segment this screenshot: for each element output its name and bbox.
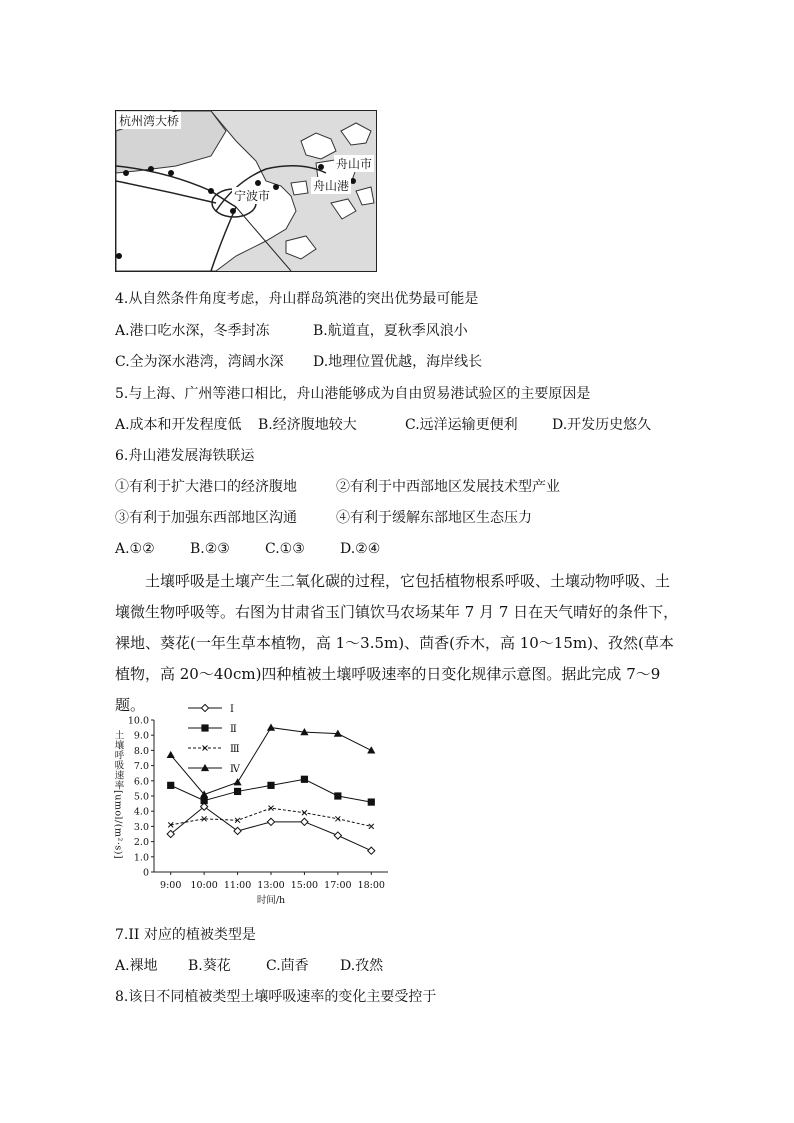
y-tick-label: 9.0 [133,730,149,742]
y-tick-label: 5.0 [133,791,149,803]
q5-stem: 5.与上海、广州等港口相比，舟山港能够成为自由贸易港试验区的主要原因是 [115,386,591,402]
y-tick-label: 7.0 [133,761,149,773]
y-tick-label: 1.0 [133,852,149,864]
x-tick-label: 13:00 [257,880,285,891]
q6-statement-1: ①有利于扩大港口的经济腹地 [115,479,297,495]
legend-label-3: Ⅲ [230,744,240,755]
data-point-series-1 [301,818,308,825]
y-tick-label: 6.0 [133,776,149,788]
q4-option-b: B.航道直，夏秋季风浪小 [313,323,468,339]
q5-option-d: D.开发历史悠久 [552,417,652,433]
data-point-series-4 [167,751,175,758]
y-tick-label: 0 [142,867,149,879]
passage-soil-respiration: 土壤呼吸是土壤产生二氧化碳的过程，它包括植物根系呼吸、土壤动物呼吸、土壤微生物呼吸等。右图为甘肃省玉门镇饮马农场某年 7 月 7 日在天气晴好的条件下，裸地、葵花(一年生草本植物，高 1～3.5m)、茴香(乔木，高 10～15m)、孜然(草本植物，高 20～40cm)四种植被土壤呼吸速率的日变化规律示意图。据此完成 7～9 题。 [115,572,679,714]
q7-option-b: B.葵花 [188,958,231,974]
label-zhoushan-city: 舟山市 [336,157,373,171]
q6-statement-2: ②有利于中西部地区发展技术型产业 [336,479,560,495]
legend-label-2: Ⅱ [230,724,237,735]
y-tick-label: 3.0 [133,821,149,833]
q5-option-c: C.远洋运输更便利 [405,417,518,433]
q7-option-d: D.孜然 [340,958,384,974]
q6-stem: 6.舟山港发展海铁联运 [115,448,255,464]
y-tick-label: 10.0 [127,715,149,727]
data-point-series-1 [368,847,375,854]
q4-stem: 4.从自然条件角度考虑，舟山群岛筑港的突出优势最可能是 [115,291,479,307]
x-tick-label: 11:00 [223,880,252,891]
q6-option-a: A.①② [115,541,155,557]
label-zhoushan-port: 舟山港 [313,179,350,193]
q4-option-a: A.港口吃水深，冬季封冻 [115,323,270,339]
q4-option-d: D.地理位置优越，海岸线长 [313,354,483,370]
q4-option-c: C.全为深水港湾，湾阔水深 [115,354,284,370]
data-point-series-2 [167,782,174,789]
x-axis-label: 时间/h [256,895,286,906]
data-point-series-1 [334,832,341,839]
x-tick-label: 10:00 [190,880,218,891]
data-point-series-3 [269,806,274,811]
y-tick-label: 4.0 [133,806,149,818]
zhoushan-map [115,110,377,272]
label-hangzhou-bay-bridge: 杭州湾大桥 [119,114,180,128]
y-tick-label: 8.0 [133,745,149,757]
data-point-series-2 [334,792,341,799]
label-ningbo-city: 宁波市 [234,189,271,203]
q8-stem: 8.该日不同植被类型土壤呼吸速率的变化主要受控于 [115,989,437,1005]
q6-statement-4: ④有利于缓解东部地区生态压力 [336,510,532,526]
data-point-series-4 [267,724,275,731]
q7-option-a: A.裸地 [115,958,158,974]
q5-option-b: B.经济腹地较大 [258,417,357,433]
q7-option-c: C.茴香 [266,958,309,974]
q5-option-a: A.成本和开发程度低 [115,417,242,433]
q7-stem: 7.II 对应的植被类型是 [115,927,256,943]
x-tick-label: 18:00 [357,880,385,891]
data-point-series-2 [301,776,308,783]
x-tick-label: 15:00 [290,880,319,891]
y-axis-label: 土壤呼吸速率[umol/(m²·s)] [112,730,124,860]
soil-respiration-chart [112,698,402,908]
x-tick-label: 17:00 [324,880,352,891]
data-point-series-1 [267,818,274,825]
legend-label-4: Ⅳ [230,764,240,775]
data-point-series-3 [369,824,374,829]
data-point-series-2 [201,797,208,804]
data-point-series-1 [234,827,241,834]
q6-statement-3: ③有利于加强东西部地区沟通 [115,510,297,526]
data-point-series-2 [368,798,375,805]
q6-option-b: B.②③ [190,541,230,557]
data-point-series-4 [367,746,375,753]
y-tick-label: 2.0 [133,837,149,849]
legend-marker-2 [201,724,208,731]
series-line-1 [171,807,372,851]
x-tick-label: 9:00 [160,880,182,891]
data-point-series-2 [267,782,274,789]
q6-option-c: C.①③ [265,541,305,557]
legend-label-1: Ⅰ [230,704,234,715]
data-point-series-4 [233,778,241,785]
q6-option-d: D.②④ [340,541,381,557]
legend-marker-1 [201,704,208,711]
data-point-series-2 [234,788,241,795]
